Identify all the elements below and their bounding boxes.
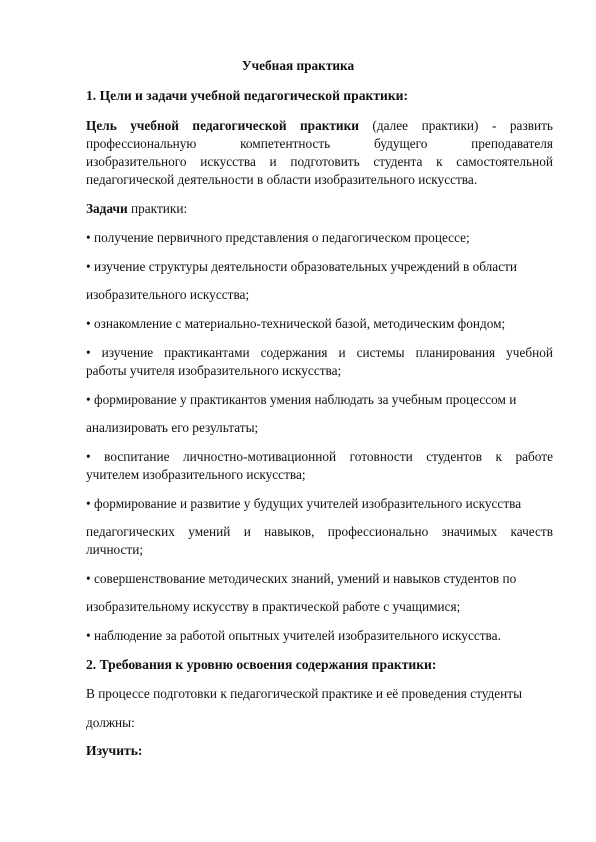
tasks-rest: практики: (127, 201, 188, 216)
list-item: • формирование у практикантов умения наблюдать за учебным процессом и (86, 392, 517, 407)
list-item: • совершенствование методических знаний, умений и навыков студентов по (86, 571, 517, 586)
list-item: • ознакомление с материально-технической базой, методическим фондом; (86, 316, 506, 331)
tasks-term: Задачи (86, 201, 128, 216)
list-item: • формирование и развитие у будущих учителей изобразительного искусства (86, 496, 522, 511)
list-item-continuation: работы учителя изобразительного искусства; (86, 363, 342, 378)
list-item: • воспитание личностно-мотивационной готовности студентов к работе (86, 449, 553, 464)
list-item-continuation: учителем изобразительного искусства; (86, 467, 306, 482)
list-item-continuation: педагогических умений и навыков, профессионально значимых качеств (86, 524, 553, 539)
goal-term: Цель учебной педагогической практики (86, 118, 359, 133)
goal-line-1-rest: (далее практики) - развить (358, 118, 553, 133)
section-2-heading: 2. Требования к уровню освоения содержания практики: (86, 657, 437, 672)
list-item-continuation: изобразительного искусства; (86, 287, 250, 302)
section-1-heading: 1. Цели и задачи учебной педагогической практики: (86, 88, 409, 103)
list-item: • получение первичного представления о педагогическом процессе; (86, 230, 470, 245)
tasks-line (86, 200, 553, 218)
goal-line-1 (86, 117, 553, 135)
study-label: Изучить: (86, 743, 143, 758)
section-2-paragraph-line-1: В процессе подготовки к педагогической практике и её проведения студенты (86, 686, 523, 701)
page-title: Учебная практика (241, 58, 355, 73)
list-item: • изучение практикантами содержания и системы планирования учебной (86, 345, 553, 360)
goal-line-4: педагогической деятельности в области изобразительного искусства. (86, 172, 478, 187)
goal-line-3: изобразительного искусства и подготовить студента к самостоятельной (86, 154, 553, 169)
section-2-paragraph-line-2: должны: (86, 715, 135, 730)
list-item-continuation: личности; (86, 542, 144, 557)
list-item: • наблюдение за работой опытных учителей изобразительного искусства. (86, 628, 501, 643)
list-item-continuation: изобразительному искусству в практической работе с учащимися; (86, 599, 461, 614)
list-item: • изучение структуры деятельности образовательных учреждений в области (86, 259, 518, 274)
list-item-continuation: анализировать его результаты; (86, 420, 259, 435)
goal-line-2: профессиональную компетентность будущего преподавателя (86, 136, 553, 151)
